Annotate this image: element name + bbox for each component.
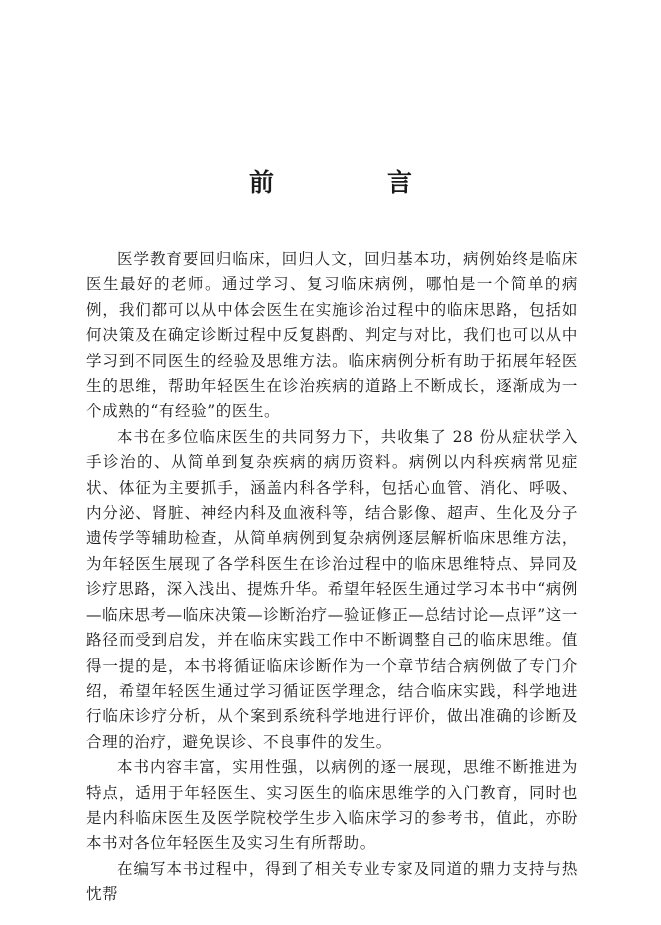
preface-body (86, 247, 578, 908)
paragraph-1: 医学教育要回归临床，回归人文，回归基本功，病例始终是临床医生最好的老师。通过学习、复习临床病例，哪怕是一个简单的病例，我们都可以从中体会医生在实施诊治过程中的临床思路，包括如何决策及在确定诊断过程中反复斟酌、判定与对比，我们也可以从中学习到不同医生的经验及思维方法。临床病例分析有助于拓展年轻医生的思维，帮助年轻医生在诊治疾病的道路上不断成长，逐渐成为一个成熟的“有经验”的医生。 (86, 250, 578, 421)
paragraph-4: 在编写本书过程中，得到了相关专业专家及同道的鼎力支持与热忱帮 (86, 859, 578, 904)
page-title: 前 言 (248, 168, 456, 197)
paragraph-2: 本书在多位临床医生的共同努力下，共收集了 28 份从症状学入手诊治的、从简单到复杂疾病的病历资料。病例以内科疾病常见症状、体征为主要抓手，涵盖内科各学科，包括心血管、消化、呼吸、内分泌、肾脏、神经内科及血液科等，结合影像、超声、生化及分子遗传学等辅助检查，从简单病例到复杂病例逐层解析临床思维方法，为年轻医生展现了各学科医生在诊治过程中的临床思维特点、异同及诊疗思路，深入浅出、提炼升华。希望年轻医生通过学习本书中“病例—临床思考—临床决策—诊断治疗—验证修正—总结讨论—点评”这一路径而受到启发，并在临床实践工作中不断调整自己的临床思维。值得一提的是，本书将循证临床诊断作为一个章节结合病例做了专门介绍，希望年轻医生通过学习循证医学理念，结合临床实践，科学地进行临床诊疗分析，从个案到系统科学地进行评价，做出准确的诊断及合理的治疗，避免误诊、不良事件的发生。 (86, 427, 578, 751)
paragraph-3: 本书内容丰富，实用性强，以病例的逐一展现，思维不断推进为特点，适用于年轻医生、实习医生的临床思维学的入门教育，同时也是内科临床医生及医学院校学生步入临床学习的参考书，值此，亦盼本书对各位年轻医生及实习生有所帮助。 (86, 758, 578, 853)
